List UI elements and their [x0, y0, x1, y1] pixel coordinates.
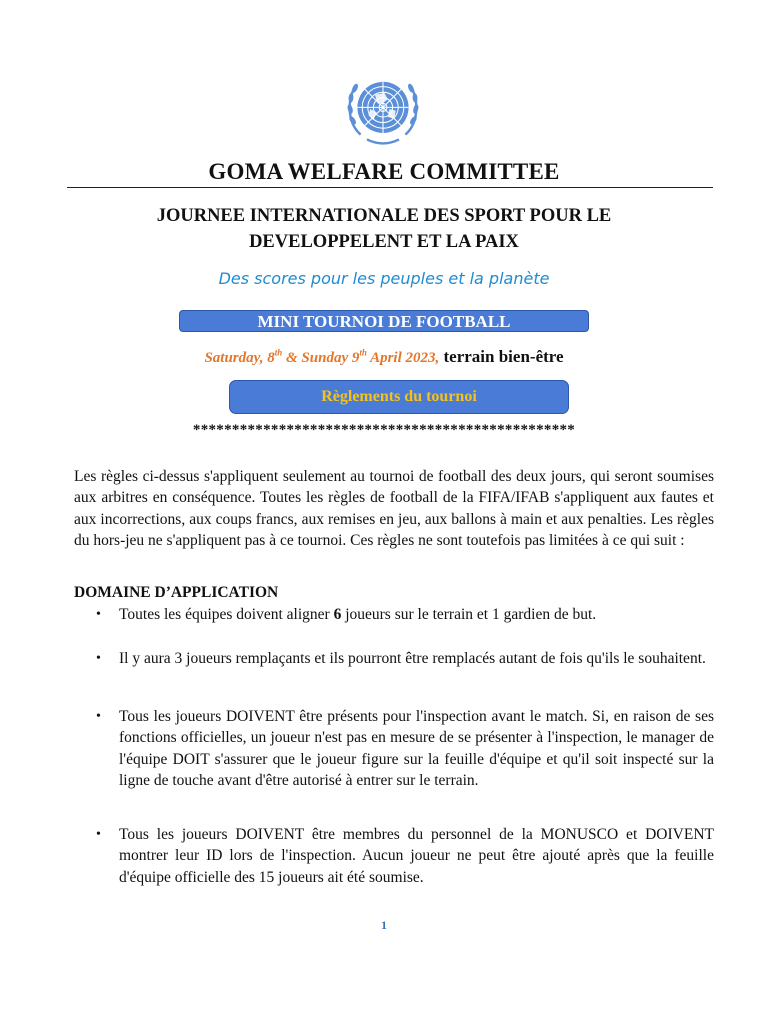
organization-title: GOMA WELFARE COMMITTEE	[208, 159, 560, 184]
event-title-line2: DEVELOPPELENT ET LA PAIX	[249, 232, 519, 252]
bullet-dot: •	[96, 827, 101, 842]
bullet1-before: Toutes les équipes doivent aligner	[119, 606, 334, 623]
bullet-text: Tous les joueurs DOIVENT être membres du personnel de la MONUSCO et DOIVENT montrer leur ID lors de l'inspection. Aucun joueur ne peut être ajouté après que la feuille d'équipe officielle des 15 joueurs ait été soumise.	[119, 826, 714, 886]
bullet-text: Tous les joueurs DOIVENT être présents pour l'inspection avant le match. Si, en raison de ses fonctions officielles, un joueur n'est pas en mesure de se présenter à l'inspection, le manager de l'équipe DOIT s'assurer que le joueur figure sur la feuille d'équipe et qu'il soit inspecté sur la ligne de touche avant d'être autorisé à entrer sur le terrain.	[119, 708, 714, 789]
bullet-dot: •	[96, 607, 101, 622]
date-line	[0, 347, 768, 367]
date-month-year: April 2023,	[366, 350, 440, 366]
rules-banner: Règlements du tournoi	[229, 380, 569, 414]
section-heading: DOMAINE D’APPLICATION	[74, 584, 279, 601]
bullet-dot: •	[96, 651, 101, 666]
bullet-text: Il y aura 3 joueurs remplaçants et ils pourront être remplacés autant de fois qu'ils le souhaitent.	[119, 650, 706, 667]
date-saturday: Saturday, 8	[204, 350, 275, 366]
slogan: Des scores pour les peuples et la planète	[218, 269, 550, 288]
bullet-text	[119, 604, 714, 625]
bullet-dot: •	[96, 709, 101, 724]
bullet1-bold: 6	[333, 606, 342, 623]
event-title-line1: JOURNEE INTERNATIONALE DES SPORT POUR LE	[156, 206, 612, 226]
date-sun-sup: th	[359, 347, 367, 358]
un-emblem-icon	[343, 70, 423, 148]
tournament-banner: MINI TOURNOI DE FOOTBALL	[179, 310, 589, 332]
page-number: 1	[381, 918, 387, 932]
separator-stars: *************************************************	[192, 422, 576, 438]
date-sat-sup: th	[274, 347, 283, 358]
date-sunday: & Sunday 9	[282, 350, 360, 366]
intro-paragraph: Les règles ci-dessus s'appliquent seulement au tournoi de football des deux jours, qui seront soumises aux arbitres en conséquence. Toutes les règles de football de la FIFA/IFAB s'appliquent aux fautes et aux incorrections, aux coups francs, aux remises en jeu, aux ballons à main et aux penalties. Les règles du hors-jeu ne s'appliquent pas à ce tournoi. Ces règles ne sont toutefois pas limitées à ce qui suit :	[74, 468, 714, 549]
event-title	[100, 203, 668, 255]
venue: terrain bien-être	[439, 347, 564, 366]
bullet1-after: joueurs sur le terrain et 1 gardien de but.	[341, 606, 597, 623]
title-rule	[67, 187, 713, 188]
